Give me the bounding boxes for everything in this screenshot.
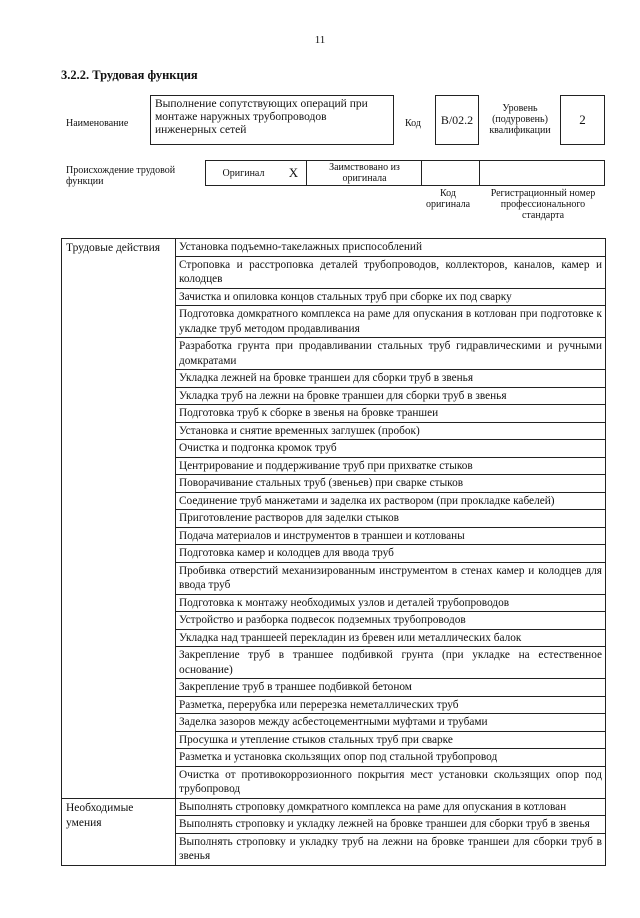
table-cell: Разметка, перерубка или перерезка неметаллических труб bbox=[176, 696, 606, 714]
origin-row bbox=[205, 160, 605, 186]
original-mark: X bbox=[288, 165, 299, 180]
table-cell: Зачистка и опиловка концов стальных труб при сборке их под сварку bbox=[176, 288, 606, 306]
section-title: 3.2.2. Трудовая функция bbox=[61, 68, 198, 82]
original-label: Оригинал bbox=[222, 167, 265, 179]
table-cell: Укладка над траншеей перекладин из бревен или металлических балок bbox=[176, 629, 606, 647]
table-cell: Центрирование и поддерживание труб при прихватке стыков bbox=[176, 457, 606, 475]
origin-label: Происхождение трудовой функции bbox=[66, 165, 176, 187]
table-cell: Очистка и подгонка кромок труб bbox=[176, 440, 606, 458]
table-row bbox=[62, 239, 606, 257]
level-label: Уровень (подуровень) квалификации bbox=[489, 103, 551, 136]
table-cell: Соединение труб манжетами и заделка их раствором (при прокладке кабелей) bbox=[176, 492, 606, 510]
table-cell: Подготовка труб к сборке в звенья на бровке траншеи bbox=[176, 405, 606, 423]
skills-label: Необходимые умения bbox=[62, 798, 176, 865]
table-cell: Закрепление труб в траншее подбивкой бетоном bbox=[176, 679, 606, 697]
original-code-cell bbox=[421, 161, 480, 185]
table-cell: Заделка зазоров между асбестоцементными муфтами и трубами bbox=[176, 714, 606, 732]
name-value: Выполнение сопутствующих операций при монтаже наружных трубопроводов инженерных сетей bbox=[150, 95, 394, 145]
table-cell: Подготовка камер и колодцев для ввода труб bbox=[176, 545, 606, 563]
table-cell: Очистка от противокоррозионного покрытия мест установки скользящих опор под трубопровод bbox=[176, 766, 606, 798]
table-cell: Выполнять строповку домкратного комплекса на раме для опускания в котлован bbox=[176, 798, 606, 816]
code-label: Код bbox=[405, 118, 421, 129]
table-cell: Строповка и расстроповка деталей трубопроводов, коллекторов, каналов, камер и колодцев bbox=[176, 256, 606, 288]
original-code-label: Код оригинала bbox=[425, 188, 471, 210]
table-cell: Устройство и разборка подвесок подземных трубопроводов bbox=[176, 612, 606, 630]
table-cell: Установка подъемно-такелажных приспособлений bbox=[176, 239, 606, 257]
name-label: Наименование bbox=[66, 118, 129, 129]
labor-actions-label: Трудовые действия bbox=[62, 239, 176, 799]
reg-number-cell bbox=[479, 161, 607, 185]
table-cell: Пробивка отверстий механизированным инструментом в стенах камер и колодцев для ввода труб bbox=[176, 562, 606, 594]
reg-number-label: Регистрационный номер профессионального стандарта bbox=[490, 188, 596, 221]
table-cell: Приготовление растворов для заделки стыков bbox=[176, 510, 606, 528]
table-cell: Установка и снятие временных заглушек (пробок) bbox=[176, 422, 606, 440]
table-cell: Подача материалов и инструментов в траншеи и котлованы bbox=[176, 527, 606, 545]
table-cell: Просушка и утепление стыков стальных труб при сварке bbox=[176, 731, 606, 749]
table-cell: Закрепление труб в траншее подбивкой грунта (при укладке на естественное основание) bbox=[176, 647, 606, 679]
borrowed-label: Заимствовано из оригинала bbox=[306, 161, 422, 185]
table-cell: Выполнять строповку и укладку лежней на бровке траншеи для сборки труб в звенья bbox=[176, 816, 606, 834]
table-cell: Подготовка домкратного комплекса на раме для опускания в котлован при подготовке к укладке труб методом продавливания bbox=[176, 306, 606, 338]
table-row bbox=[62, 798, 606, 816]
labor-function-table bbox=[61, 238, 606, 866]
table-cell: Поворачивание стальных труб (звеньев) при сварке стыков bbox=[176, 475, 606, 493]
code-value: B/02.2 bbox=[435, 95, 479, 145]
page-number: 11 bbox=[314, 34, 326, 46]
table-cell: Укладка лежней на бровке траншеи для сборки труб в звенья bbox=[176, 370, 606, 388]
table-cell: Разметка и установка скользящих опор под стальной трубопровод bbox=[176, 749, 606, 767]
table-cell: Разработка грунта при продавливании стальных труб гидравлическими и ручными домкратами bbox=[176, 338, 606, 370]
table-cell: Укладка труб на лежни на бровке траншеи для сборки труб в звенья bbox=[176, 387, 606, 405]
table-cell: Выполнять строповку и укладку труб на лежни на бровке траншеи для сборки труб в звенья bbox=[176, 833, 606, 865]
table-cell: Подготовка к монтажу необходимых узлов и деталей трубопроводов bbox=[176, 594, 606, 612]
level-value: 2 bbox=[560, 95, 605, 145]
